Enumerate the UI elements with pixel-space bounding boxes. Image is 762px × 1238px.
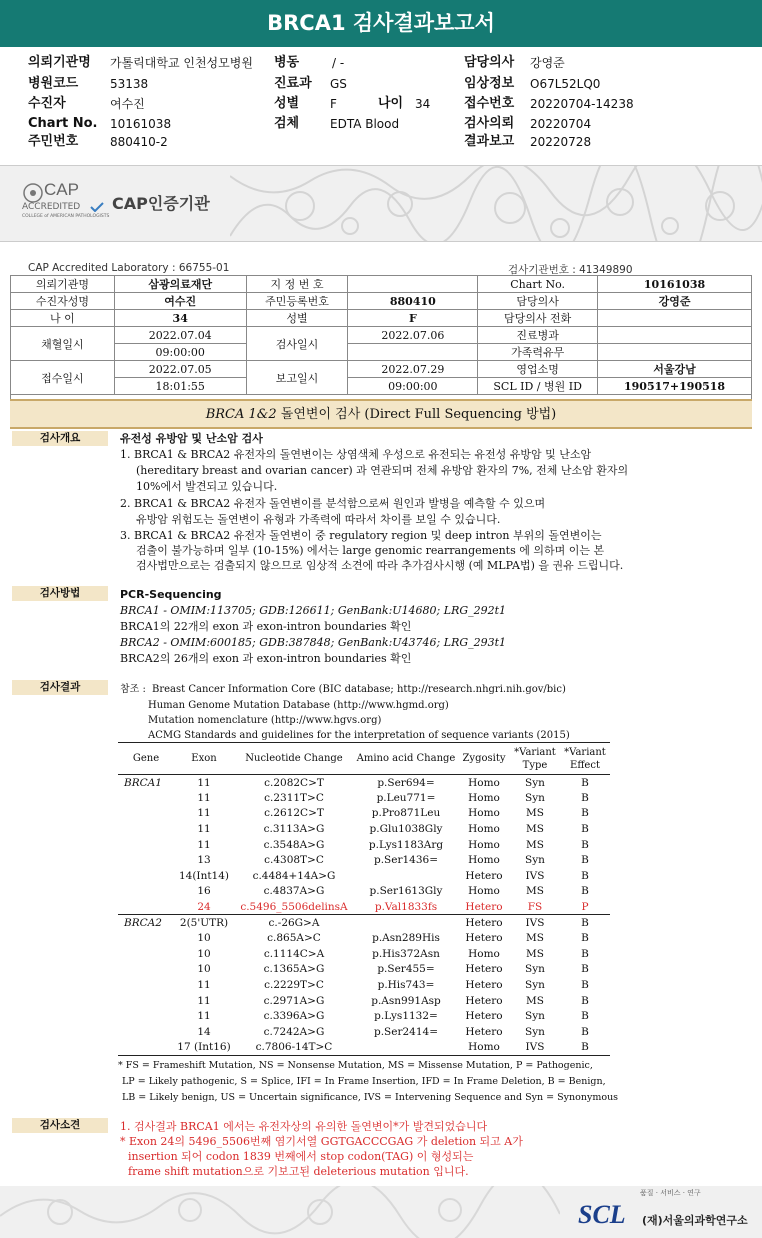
method-line: BRCA1 - OMIM:113705; GDB:126611; GenBank:U14680; LRG_292t1 xyxy=(120,604,507,617)
cell: SCL ID / 병원 ID xyxy=(478,378,598,395)
cell: B xyxy=(581,1025,589,1038)
table-row xyxy=(118,775,610,791)
value: 20220728 xyxy=(530,135,592,149)
cell: c.4308T>C xyxy=(264,854,324,867)
label: 검사의뢰 xyxy=(464,116,515,131)
cell: 11 xyxy=(197,838,211,851)
cell xyxy=(354,868,458,884)
cell: MS xyxy=(526,838,544,851)
cell: 11 xyxy=(197,823,211,836)
table-row xyxy=(118,884,610,900)
cell xyxy=(118,1024,174,1040)
cell: Homo xyxy=(468,823,500,836)
cell: p.Ser694= xyxy=(377,776,435,789)
cap-certified-label: CAP인증기관 xyxy=(112,194,210,213)
table-row xyxy=(118,993,610,1009)
cell: 11 xyxy=(197,776,211,789)
label: 접수번호 xyxy=(464,96,515,111)
cell: 검사일시 xyxy=(246,327,348,361)
table-row xyxy=(118,946,610,962)
cell: c.865A>C xyxy=(267,932,321,945)
cell: Hetero xyxy=(465,1025,503,1038)
cell: Syn xyxy=(525,1010,545,1023)
results-ref: Mutation nomenclature (http://www.hgvs.org) xyxy=(148,715,382,726)
cell: B xyxy=(581,823,589,836)
cell: 2022.07.29 xyxy=(348,361,478,378)
cell: c.-26G>A xyxy=(268,916,320,929)
cell: 2022.07.06 xyxy=(348,327,478,344)
table-row xyxy=(118,790,610,806)
cell: 880410 xyxy=(348,293,478,310)
results-ref: Breast Cancer Information Core (BIC database; http://research.nhgri.nih.gov/bic) xyxy=(152,684,566,695)
cell: Syn xyxy=(525,979,545,992)
cell: MS xyxy=(526,885,544,898)
cell: 17 (Int16) xyxy=(177,1041,231,1054)
cell: B xyxy=(581,791,589,804)
cell: 11 xyxy=(197,807,211,820)
table-row xyxy=(11,276,752,293)
table-row xyxy=(11,378,752,395)
cell: B xyxy=(581,947,589,960)
column-header: Nucleotide Change xyxy=(245,753,343,764)
overview-line: 3. BRCA1 & BRCA2 유전자 돌연변이 중 regulatory region 및 deep intron 부위의 돌연변이는 xyxy=(120,529,602,542)
cell: P xyxy=(581,900,589,913)
cell: 11 xyxy=(197,791,211,804)
section-title-italic: BRCA 1&2 xyxy=(205,407,277,422)
footer-tagline: 품질 · 서비스 · 연구 xyxy=(640,1189,701,1197)
cell: B xyxy=(581,838,589,851)
overview-line: 검출이 불가능하며 일부 (10-15%) 에서는 large genomic rearrangements 에 의하며 이는 본 xyxy=(136,544,605,557)
cell xyxy=(118,930,174,946)
page-title: BRCA1 검사결과보고서 xyxy=(267,11,495,35)
label: 주민번호 xyxy=(28,134,79,149)
cell: 16 xyxy=(197,885,211,898)
cell xyxy=(118,837,174,853)
decorative-swirl-icon xyxy=(0,1186,560,1238)
cell: Syn xyxy=(525,776,545,789)
value: 가톨릭대학교 인천성모병원 xyxy=(110,56,253,70)
cell: p.His372Asn xyxy=(372,947,440,960)
cell: B xyxy=(581,916,589,929)
table-row xyxy=(118,821,610,837)
cell: FS xyxy=(527,900,543,913)
column-header: Exon xyxy=(191,753,217,764)
value: O67L52LQ0 xyxy=(530,77,601,91)
value: 10161038 xyxy=(110,117,172,131)
table-row xyxy=(118,977,610,993)
footer-org: (재)서울의과학연구소 xyxy=(642,1214,748,1227)
value: EDTA Blood xyxy=(330,117,400,131)
cell: 10161038 xyxy=(598,276,752,293)
cell: p.Ser1613Gly xyxy=(369,885,443,898)
legend-note: LB = Likely benign, US = Uncertain significance, IVS = Intervening Sequence and Syn = Synonymous xyxy=(122,1092,619,1103)
cell: 보고일시 xyxy=(246,361,348,395)
value: 53138 xyxy=(110,77,149,91)
cell: Syn xyxy=(525,963,545,976)
cell: 가족력유무 xyxy=(478,344,598,361)
label: 임상정보 xyxy=(464,76,515,91)
cell: 지 정 번 호 xyxy=(246,276,348,293)
legend-note: LP = Likely pathogenic, S = Splice, IFI = In Frame Insertion, IFD = In Frame Deletion, B = Benign, xyxy=(122,1076,606,1087)
method-tag: 검사방법 xyxy=(12,586,108,601)
cell: 34 xyxy=(114,310,246,327)
cell: p.Ser1436= xyxy=(373,854,438,867)
cell xyxy=(118,852,174,868)
results-table xyxy=(118,742,610,1056)
overview-line: 검사법만으로는 검출되지 않으므로 임상적 소견에 따라 추가검사시행 (예 MLPA법) 을 권유 드립니다. xyxy=(136,559,624,572)
findings-tag: 검사소견 xyxy=(12,1118,108,1133)
overview-line: 유방암 위험도는 돌연변이 유형과 가족력에 따라서 차이를 보일 수 있습니다. xyxy=(136,513,501,526)
cap-accredited-text: ACCREDITED xyxy=(22,202,81,212)
cell: B xyxy=(581,1010,589,1023)
overview-tag: 검사개요 xyxy=(12,431,108,446)
footer xyxy=(0,1186,762,1238)
cell: Hetero xyxy=(465,979,503,992)
cap-emblem-icon xyxy=(22,182,44,204)
label: 수진자 xyxy=(28,96,66,111)
cell: IVS xyxy=(525,869,545,882)
cell: 10 xyxy=(197,963,211,976)
section-title xyxy=(10,399,752,429)
cell: c.2612C>T xyxy=(264,807,324,820)
column-header: Zygosity xyxy=(462,753,506,764)
table-row xyxy=(118,852,610,868)
overview-line: 1. BRCA1 & BRCA2 유전자의 돌연변이는 상염색체 우성으로 유전되는 유전성 유방암 및 난소암 xyxy=(120,448,592,461)
label: 담당의사 xyxy=(464,55,515,70)
table-row xyxy=(11,310,752,327)
cell xyxy=(118,821,174,837)
cell: B xyxy=(581,994,589,1007)
cell: 강영준 xyxy=(598,293,752,310)
label: 진료과 xyxy=(274,76,312,91)
cell: c.1365A>G xyxy=(263,963,325,976)
cell: MS xyxy=(526,932,544,945)
table-row xyxy=(11,361,752,378)
cell xyxy=(354,915,458,931)
cell: 주민등록번호 xyxy=(246,293,348,310)
cell: 09:00:00 xyxy=(114,344,246,361)
cell: Homo xyxy=(468,1041,500,1054)
cell xyxy=(118,946,174,962)
check-icon xyxy=(90,202,104,212)
value: GS xyxy=(330,77,347,91)
cell: 나 이 xyxy=(11,310,115,327)
method-line: BRCA2의 26개의 exon 과 exon-intron boundaries 확인 xyxy=(120,652,412,665)
cell: 24 xyxy=(197,900,211,913)
decorative-swirl-icon xyxy=(230,166,762,242)
cell: Syn xyxy=(525,791,545,804)
findings-line: 1. 검사결과 BRCA1 에서는 유전자상의 유의한 돌연변이*가 발견되었습니다 xyxy=(120,1120,488,1133)
value: / - xyxy=(332,56,345,70)
cell: B xyxy=(581,1041,589,1054)
cap-logo xyxy=(22,178,112,228)
cell: B xyxy=(581,776,589,789)
table-row xyxy=(118,1008,610,1024)
findings-line: frame shift mutation으로 기보고된 deleterious mutation 입니다. xyxy=(128,1165,469,1178)
cell: Syn xyxy=(525,1025,545,1038)
cell: c.5496_5506delinsA xyxy=(240,900,348,913)
cell xyxy=(348,276,478,293)
table-row xyxy=(118,1024,610,1040)
overview-heading: 유전성 유방암 및 난소암 검사 xyxy=(120,432,263,445)
results-body xyxy=(118,775,610,1056)
cell: 11 xyxy=(197,994,211,1007)
value: 강영준 xyxy=(530,56,565,70)
cell: 11 xyxy=(197,979,211,992)
cell: 의뢰기관명 xyxy=(11,276,115,293)
column-header: *Variant Effect xyxy=(564,746,606,771)
column-header: Gene xyxy=(132,753,160,764)
cell: F xyxy=(348,310,478,327)
cap-banner xyxy=(0,165,762,242)
cell: 14(Int14) xyxy=(178,869,230,882)
cell: B xyxy=(581,932,589,945)
table-row xyxy=(118,915,610,931)
cell: IVS xyxy=(525,1041,545,1054)
cell: Homo xyxy=(468,776,500,789)
section-title-rest: 돌연변이 검사 (Direct Full Sequencing 방법) xyxy=(276,407,557,422)
label: 의뢰기관명 xyxy=(28,55,91,70)
cell: p.Ser2414= xyxy=(373,1025,438,1038)
cell: p.Lys1132= xyxy=(374,1010,438,1023)
table-row xyxy=(11,293,752,310)
cell: 2022.07.04 xyxy=(114,327,246,344)
cell: p.Ser455= xyxy=(377,963,435,976)
findings-line: * Exon 24의 5496_5506번째 염기서열 GGTGACCCGAG 가 deletion 되고 A가 xyxy=(120,1135,523,1148)
legend-note: * FS = Frameshift Mutation, NS = Nonsense Mutation, MS = Missense Mutation, P = Pathogenic, xyxy=(118,1060,593,1071)
cell xyxy=(598,327,752,344)
method-line: BRCA2 - OMIM:600185; GDB:387848; GenBank:U43746; LRG_293t1 xyxy=(120,636,507,649)
cell xyxy=(118,868,174,884)
value: 여수진 xyxy=(110,97,145,111)
cell xyxy=(118,1040,174,1056)
cell: Hetero xyxy=(465,963,503,976)
value: 880410-2 xyxy=(110,135,168,149)
cell: c.3396A>G xyxy=(263,1010,325,1023)
cell xyxy=(118,977,174,993)
value: 34 xyxy=(415,97,431,111)
cell: p.Val1833fs xyxy=(374,900,438,913)
cell xyxy=(118,993,174,1009)
cell: 11 xyxy=(197,1010,211,1023)
cell: 2(5'UTR) xyxy=(179,916,229,929)
lab-number: 검사기관번호 : 41349890 xyxy=(508,264,633,276)
table-row xyxy=(118,1040,610,1056)
cell: Hetero xyxy=(465,869,503,882)
cell xyxy=(118,1008,174,1024)
method-heading: PCR-Sequencing xyxy=(120,588,222,601)
cap-college-text: COLLEGE of AMERICAN PATHOLOGISTS xyxy=(22,214,110,219)
table-row xyxy=(118,806,610,822)
table-row xyxy=(118,837,610,853)
cell: c.2082C>T xyxy=(264,776,324,789)
cell: 13 xyxy=(197,854,211,867)
cell: c.7242A>G xyxy=(263,1025,325,1038)
column-header: *Variant Type xyxy=(514,746,556,771)
cell xyxy=(118,790,174,806)
results-ref-label: 참조 : xyxy=(120,684,146,695)
cell: 삼광의료재단 xyxy=(114,276,246,293)
overview-line: 2. BRCA1 & BRCA2 유전자 돌연변이를 분석함으로써 원인과 발병을 예측할 수 있으며 xyxy=(120,497,546,510)
cell: Hetero xyxy=(465,994,503,1007)
column-header: Amino acid Change xyxy=(356,753,456,764)
cell: B xyxy=(581,807,589,820)
value: 20220704 xyxy=(530,117,592,131)
value: 20220704-14238 xyxy=(530,97,634,111)
table-header-row xyxy=(118,743,610,775)
label: 나이 xyxy=(378,96,404,111)
cell: c.4484+14A>G xyxy=(252,869,336,882)
cell: BRCA1 xyxy=(124,776,162,789)
method-line: BRCA1의 22개의 exon 과 exon-intron boundaries 확인 xyxy=(120,620,412,633)
cell: B xyxy=(581,963,589,976)
cell: c.2971A>G xyxy=(263,994,325,1007)
cell: Homo xyxy=(468,885,500,898)
results-tag: 검사결과 xyxy=(12,680,108,695)
table-row xyxy=(11,344,752,361)
cell: Chart No. xyxy=(478,276,598,293)
cell: BRCA2 xyxy=(124,916,162,929)
cell: MS xyxy=(526,947,544,960)
cell xyxy=(118,899,174,915)
cell: c.2229T>C xyxy=(264,979,324,992)
cell: 담당의사 전화 xyxy=(478,310,598,327)
label: Chart No. xyxy=(28,116,98,131)
results-ref: ACMG Standards and guidelines for the interpretation of sequence variants (2015) xyxy=(148,730,570,741)
findings-line: insertion 되어 codon 1839 번째에서 stop codon(TAG) 이 형성되는 xyxy=(128,1150,474,1163)
cell xyxy=(118,806,174,822)
cell: 10 xyxy=(197,947,211,960)
cell: Hetero xyxy=(465,1010,503,1023)
cell: p.Asn289His xyxy=(372,932,440,945)
cell: 서울강남 xyxy=(598,361,752,378)
cell: p.Glu1038Gly xyxy=(369,823,443,836)
table-row xyxy=(118,962,610,978)
value: F xyxy=(330,97,337,111)
cell: 수진자성명 xyxy=(11,293,115,310)
cell: IVS xyxy=(525,916,545,929)
overview-line: 10%에서 발견되고 있습니다. xyxy=(136,480,278,493)
cell: c.7806-14T>C xyxy=(255,1041,333,1054)
cell: 2022.07.05 xyxy=(114,361,246,378)
cell: 14 xyxy=(197,1025,211,1038)
cell: B xyxy=(581,885,589,898)
cell: B xyxy=(581,979,589,992)
overview-line: (hereditary breast and ovarian cancer) 과 연관되며 전체 유방암 환자의 7%, 전체 난소암 환자의 xyxy=(136,464,629,477)
cell: MS xyxy=(526,994,544,1007)
cell: c.4837A>G xyxy=(263,885,325,898)
cell: c.3548A>G xyxy=(263,838,325,851)
cell: 성별 xyxy=(246,310,348,327)
cell: 접수일시 xyxy=(11,361,115,395)
results-ref: Human Genome Mutation Database (http://www.hgmd.org) xyxy=(148,700,449,711)
cell: 진료병과 xyxy=(478,327,598,344)
cell: p.Leu771= xyxy=(376,791,436,804)
scl-logo: SCL xyxy=(578,1200,626,1229)
label: 병원코드 xyxy=(28,76,79,91)
label: 성별 xyxy=(274,96,300,111)
cell: p.Asn991Asp xyxy=(371,994,441,1007)
cell: p.His743= xyxy=(377,979,435,992)
cell xyxy=(118,884,174,900)
cell: Homo xyxy=(468,854,500,867)
report-info-table xyxy=(10,275,752,409)
cell: 190517+190518 xyxy=(598,378,752,395)
cell: 10 xyxy=(197,932,211,945)
cell: 채혈일시 xyxy=(11,327,115,361)
cell: Homo xyxy=(468,838,500,851)
cap-logo-text: CAP xyxy=(44,180,79,199)
table-row xyxy=(118,868,610,884)
cell: c.1114C>A xyxy=(263,947,325,960)
cell xyxy=(348,344,478,361)
cell xyxy=(598,344,752,361)
table-row xyxy=(118,899,610,915)
cell: c.2311T>C xyxy=(264,791,324,804)
table-row xyxy=(11,327,752,344)
cell: B xyxy=(581,869,589,882)
cell: p.Pro871Leu xyxy=(371,807,441,820)
label: 검체 xyxy=(274,116,300,131)
cell: Hetero xyxy=(465,932,503,945)
cell: Homo xyxy=(468,807,500,820)
cell xyxy=(598,310,752,327)
cell: 여수진 xyxy=(114,293,246,310)
table-row xyxy=(118,930,610,946)
cell: c.3113A>G xyxy=(263,823,325,836)
cell: Homo xyxy=(468,791,500,804)
cell xyxy=(118,962,174,978)
cell: MS xyxy=(526,807,544,820)
cell: Homo xyxy=(468,947,500,960)
cell: Syn xyxy=(525,854,545,867)
label: 결과보고 xyxy=(464,134,515,149)
label: 병동 xyxy=(274,55,300,70)
cell: p.Lys1183Arg xyxy=(368,838,444,851)
cell: 담당의사 xyxy=(478,293,598,310)
cell: MS xyxy=(526,823,544,836)
cell xyxy=(354,1040,458,1056)
cell: 18:01:55 xyxy=(114,378,246,395)
cell: B xyxy=(581,854,589,867)
cell: 영업소명 xyxy=(478,361,598,378)
cell: Hetero xyxy=(465,916,503,929)
cell: Hetero xyxy=(465,900,503,913)
cell: 09:00:00 xyxy=(348,378,478,395)
cap-lab-number: CAP Accredited Laboratory : 66755-01 xyxy=(28,262,230,274)
